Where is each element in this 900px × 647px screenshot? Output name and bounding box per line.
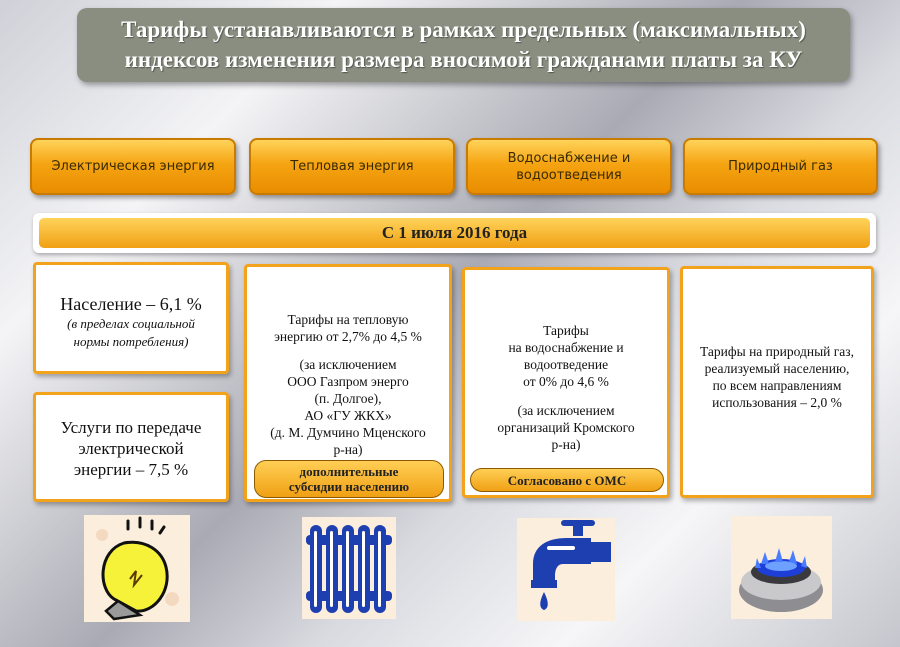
category-heat: [249, 138, 455, 195]
category-electricity-label: Электрическая энергия: [51, 159, 215, 174]
heat-line-6: АО «ГУ ЖКХ»: [304, 408, 392, 423]
water-line-3: водоотведение: [523, 357, 609, 372]
badge-subsidies-2: субсидии населению: [288, 479, 410, 494]
radiator-icon: [302, 517, 396, 619]
heat-line-7: (д. М. Думчино Мценского: [270, 425, 426, 440]
light-bulb-icon: [84, 515, 190, 622]
heat-line-2: энергию от 2,7% до 4,5 %: [274, 329, 422, 344]
electric-transmission-2: электрической: [78, 439, 184, 458]
category-electricity: [30, 138, 236, 195]
date-label: С 1 июля 2016 года: [39, 218, 870, 248]
category-water-label-1: Водоснабжение и: [507, 150, 631, 166]
water-line-4: от 0% до 4,6 %: [523, 374, 609, 389]
gas-line-1: Тарифы на природный газ,: [700, 344, 854, 359]
title-line-1: Тарифы устанавливаются в рамках предельных (максимальных): [121, 17, 806, 42]
card-water: [462, 267, 670, 498]
gas-line-4: использования – 2,0 %: [712, 395, 842, 410]
card-gas: [680, 266, 874, 498]
badge-agreed-oms: [470, 468, 664, 492]
electric-transmission-1: Услуги по передаче: [60, 418, 202, 437]
water-line-5: (за исключением: [517, 403, 615, 418]
water-line-1: Тарифы: [543, 323, 589, 338]
water-line-6: организаций Кромского: [497, 420, 635, 435]
electric-population-rate: Население – 6,1 %: [60, 294, 202, 314]
title-line-2: индексов изменения размера вносимой гражданами платы за КУ: [124, 47, 803, 72]
date-bar: [33, 213, 876, 253]
electric-transmission-3: энергии – 7,5 %: [73, 460, 189, 479]
heat-line-5: (п. Долгое),: [314, 391, 382, 406]
category-heat-label: Тепловая энергия: [290, 159, 414, 174]
category-gas: [683, 138, 878, 195]
electric-population-note-1: (в пределах социальной: [67, 316, 195, 331]
gas-line-3: по всем направлениям: [712, 378, 842, 393]
heat-line-8: р-на): [333, 442, 363, 457]
card-electric-transmission: [33, 392, 229, 502]
card-electric-population: [33, 262, 229, 374]
water-line-7: р-на): [551, 437, 581, 452]
gas-burner-icon: [731, 516, 832, 619]
category-water: [466, 138, 672, 195]
electric-population-note-2: нормы потребления): [73, 334, 189, 349]
gas-line-2: реализуемый населению,: [704, 361, 850, 376]
badge-subsidies-1: дополнительные: [299, 464, 399, 479]
badge-subsidies: [254, 460, 444, 498]
heat-line-4: ООО Газпром энерго: [287, 374, 409, 389]
heat-line-3: (за исключением: [299, 357, 397, 372]
category-water-label-2: водоотведения: [516, 167, 622, 183]
heat-line-1: Тарифы на тепловую: [287, 312, 409, 327]
badge-agreed-oms-label: Согласовано с ОМС: [507, 472, 627, 488]
category-gas-label: Природный газ: [728, 159, 833, 174]
water-tap-icon: [517, 518, 615, 621]
water-line-2: на водоснабжение и: [508, 340, 624, 355]
page-title: [77, 8, 850, 82]
